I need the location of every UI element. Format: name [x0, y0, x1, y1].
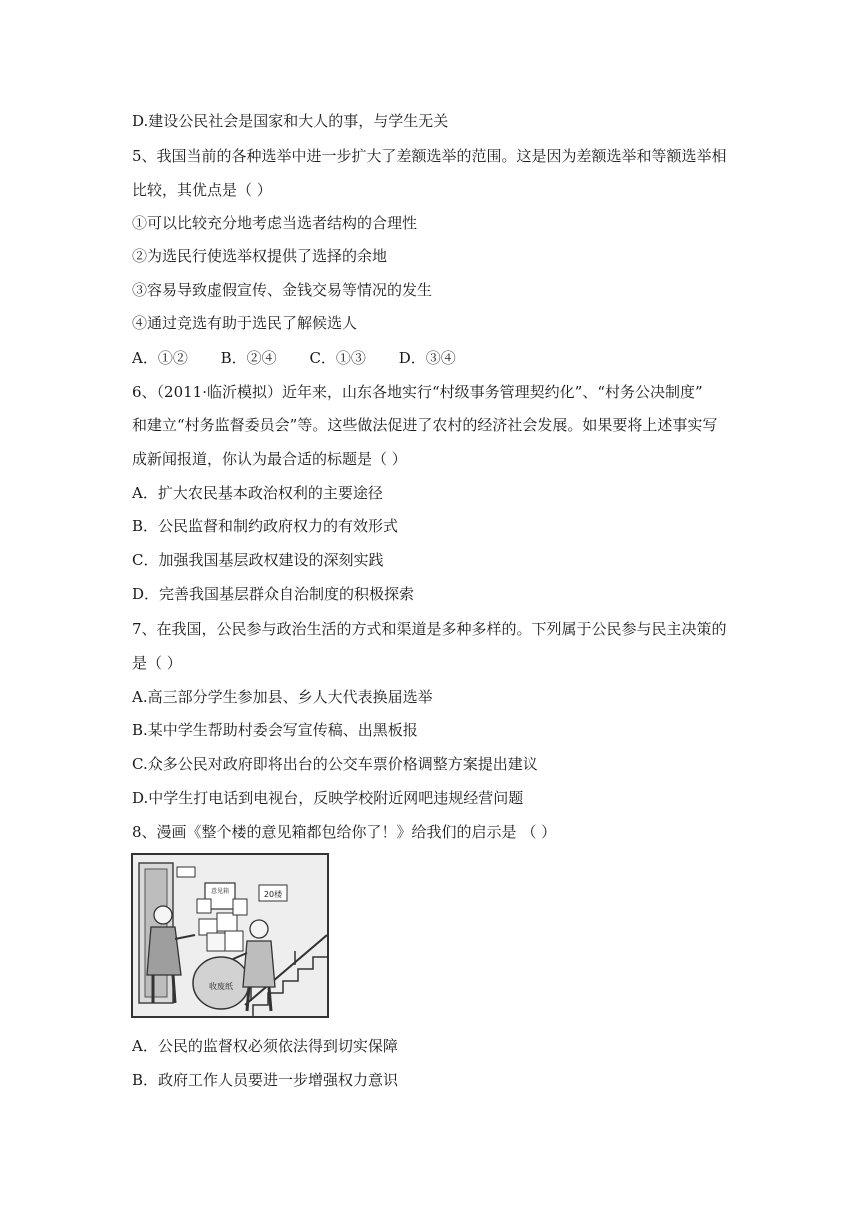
q4-option-d: D.建设公民社会是国家和大人的事，与学生无关: [132, 112, 449, 130]
q5-item-3: ③容易导致虚假宣传、金钱交易等情况的发生: [132, 281, 433, 299]
floor-sign-text: 20楼: [263, 890, 283, 899]
q6-stem-line2: 和建立“村务监督委员会”等。这些做法促进了农村的经济社会发展。如果要将上述事实写: [132, 416, 718, 434]
q8-option-b: B．政府工作人员要进一步增强权力意识: [132, 1071, 399, 1089]
q5-item-1: ①可以比较充分地考虑当选者结构的合理性: [132, 214, 418, 232]
q5-option-d: D．③④: [398, 349, 456, 367]
q7-option-b: B.某中学生帮助村委会写宣传稿、出黑板报: [132, 721, 418, 739]
cartoon-image: [131, 853, 329, 1018]
q7-option-c: C.众多公民对政府即将出台的公交车票价格调整方案提出建议: [132, 755, 538, 773]
q7-option-a: A.高三部分学生参加县、乡人大代表换届选举: [132, 688, 433, 706]
q6-stem-line3: 成新闻报道，你认为最合适的标题是（ ）: [132, 450, 407, 468]
q7-stem-line2: 是（ ）: [132, 654, 182, 672]
q5-stem-line2: 比较，其优点是（ ）: [132, 181, 272, 199]
q6-option-c: C．加强我国基层政权建设的深刻实践: [132, 551, 384, 569]
q6-option-a: A．扩大农民基本政治权利的主要途径: [132, 484, 383, 502]
q5-options: [132, 348, 484, 368]
q7-option-d: D.中学生打电话到电视台，反映学校附近网吧违规经营问题: [132, 789, 524, 807]
q6-option-b: B．公民监督和制约政府权力的有效形式: [132, 517, 399, 535]
box-label: 意见箱: [210, 888, 230, 895]
q5-option-a: A．①②: [132, 349, 188, 367]
q5-stem-line1: 5、我国当前的各种选举中进一步扩大了差额选举的范围。这是因为差额选举和等额选举相: [132, 147, 727, 165]
q6-stem-line1: 6、（2011·临沂模拟）近年来，山东各地实行“村级事务管理契约化”、“村务公决制度”: [132, 383, 703, 401]
q5-item-2: ②为选民行使选举权提供了选择的余地: [132, 247, 388, 265]
q8-option-a: A．公民的监督权必须依法得到切实保障: [132, 1037, 398, 1055]
q7-stem-line1: 7、在我国，公民参与政治生活的方式和渠道是多种多样的。下列属于公民参与民主决策的: [132, 620, 727, 638]
cartoon-drawing: [133, 855, 327, 1016]
q8-stem: 8、漫画《整个楼的意见箱都包给你了！》给我们的启示是 （ ）: [132, 823, 557, 841]
sack-label: 收废纸: [209, 982, 233, 991]
q5-option-c: C．①③: [309, 349, 366, 367]
q6-option-d: D．完善我国基层群众自治制度的积极探索: [132, 585, 415, 603]
q5-option-b: B．②④: [220, 349, 277, 367]
q5-item-4: ④通过竞选有助于选民了解候选人: [132, 314, 358, 332]
